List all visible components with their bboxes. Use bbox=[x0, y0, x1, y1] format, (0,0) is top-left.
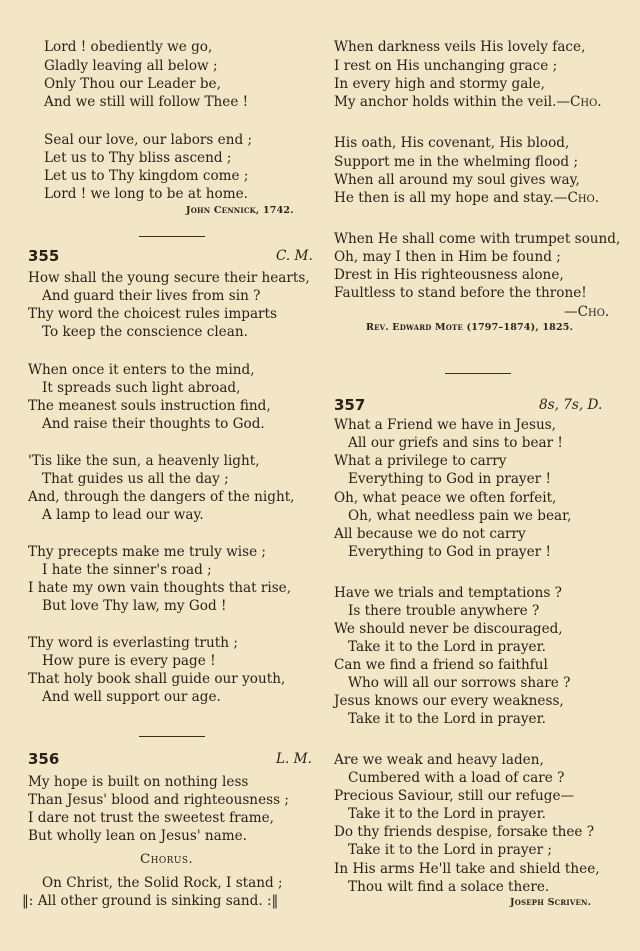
hymn355-line: And guard their lives from sin ? bbox=[42, 288, 261, 304]
hymn356-line: Drest in His righteousness alone, bbox=[334, 267, 564, 283]
hymn355-line: I hate the sinner's road ; bbox=[42, 562, 212, 578]
hymn357-attribution: Joseph Scriven. bbox=[510, 897, 592, 908]
hymn357-line: Precious Saviour, still our refuge— bbox=[334, 788, 575, 804]
hymn355-line: And well support our age. bbox=[42, 689, 221, 705]
hymn355-line: The meanest souls instruction find, bbox=[28, 398, 271, 414]
hymn356-line: My anchor holds within the veil.—Cho. bbox=[334, 94, 602, 110]
hymn354-line: Gladly leaving all below ; bbox=[44, 58, 218, 74]
hymn356-line: When darkness veils His lovely face, bbox=[334, 39, 586, 55]
hymn356-line: Than Jesus' blood and righteousness ; bbox=[28, 792, 289, 808]
hymn357-line: Have we trials and temptations ? bbox=[334, 585, 562, 601]
hymn356-line: His oath, His covenant, His blood, bbox=[334, 135, 570, 151]
section-divider bbox=[139, 236, 205, 237]
hymn354-line: Let us to Thy bliss ascend ; bbox=[44, 150, 232, 166]
hymn354-line: Lord ! obediently we go, bbox=[44, 39, 213, 55]
hymn354-line: Seal our love, our labors end ; bbox=[44, 132, 253, 148]
chorus-line: ‖: All other ground is sinking sand. :‖ bbox=[22, 893, 279, 909]
hymn355-line: Thy word is everlasting truth ; bbox=[28, 635, 238, 651]
hymn357-line: Oh, what peace we often forfeit, bbox=[334, 490, 557, 506]
hymn355-line: How shall the young secure their hearts, bbox=[28, 270, 310, 286]
hymn357-line: Thou wilt find a solace there. bbox=[348, 879, 550, 895]
hymn355-line: How pure is every page ! bbox=[42, 653, 216, 669]
hymn355-line: That holy book shall guide our youth, bbox=[28, 671, 286, 687]
hymn355-line: I hate my own vain thoughts that rise, bbox=[28, 580, 292, 596]
hymn356-attribution: Rev. Edward Mote (1797–1874), 1825. bbox=[366, 322, 574, 333]
hymn355-line: But love Thy law, my God ! bbox=[42, 598, 227, 614]
hymn-number-357: 357 bbox=[334, 396, 366, 414]
hymn355-line: It spreads such light abroad, bbox=[42, 380, 241, 396]
hymn354-attribution: John Cennick, 1742. bbox=[186, 205, 294, 216]
hymn-number-355: 355 bbox=[28, 247, 60, 265]
hymn356-line: He then is all my hope and stay.—Cho. bbox=[334, 190, 600, 206]
hymn355-line: That guides us all the day ; bbox=[42, 471, 229, 487]
hymn357-line: Are we weak and heavy laden, bbox=[334, 752, 544, 768]
hymn356-line: But wholly lean on Jesus' name. bbox=[28, 828, 248, 844]
hymn-number-356: 356 bbox=[28, 750, 60, 768]
hymn357-line: Jesus knows our every weakness, bbox=[334, 693, 564, 709]
chorus-label: Chorus. bbox=[140, 852, 194, 867]
hymn356-line: I dare not trust the sweetest frame, bbox=[28, 810, 275, 826]
hymn356-line: Support me in the whelming flood ; bbox=[334, 154, 579, 170]
hymn357-line: We should never be discouraged, bbox=[334, 621, 563, 637]
hymn357-line: Take it to the Lord in prayer ; bbox=[348, 842, 552, 858]
hymn356-line: Faultless to stand before the throne! bbox=[334, 285, 587, 301]
hymn355-line: Thy word the choicest rules imparts bbox=[28, 306, 277, 322]
hymn356-line: In every high and stormy gale, bbox=[334, 76, 546, 92]
chorus-ref: —Cho. bbox=[564, 304, 610, 320]
hymn357-line: What a Friend we have in Jesus, bbox=[334, 417, 556, 433]
chorus-ref: Cho. bbox=[567, 190, 600, 206]
chorus-line: On Christ, the Solid Rock, I stand ; bbox=[42, 875, 283, 891]
hymn357-line: Everything to God in prayer ! bbox=[348, 471, 551, 487]
hymn-meter-355: C. M. bbox=[276, 248, 313, 264]
hymn-meter-357: 8s, 7s, D. bbox=[539, 397, 603, 413]
section-divider bbox=[139, 736, 205, 737]
hymn355-line: Thy precepts make me truly wise ; bbox=[28, 544, 267, 560]
hymn357-line: What a privilege to carry bbox=[334, 453, 507, 469]
hymn357-line: Is there trouble anywhere ? bbox=[348, 603, 540, 619]
hymn355-line: And raise their thoughts to God. bbox=[42, 416, 265, 432]
hymn357-line: In His arms He'll take and shield thee, bbox=[334, 861, 600, 877]
hymn357-line: Who will all our sorrows share ? bbox=[348, 675, 571, 691]
hymn356-line: When all around my soul gives way, bbox=[334, 172, 580, 188]
hymn357-line: Do thy friends despise, forsake thee ? bbox=[334, 824, 595, 840]
hymn354-line: And we still will follow Thee ! bbox=[44, 94, 249, 110]
hymn356-line: When He shall come with trumpet sound, bbox=[334, 231, 621, 247]
hymn356-line: Oh, may I then in Him be found ; bbox=[334, 249, 561, 265]
hymn356-line: My hope is built on nothing less bbox=[28, 774, 249, 790]
hymn355-line: When once it enters to the mind, bbox=[28, 362, 255, 378]
hymn357-line: All because we do not carry bbox=[334, 526, 526, 542]
hymn355-line: And, through the dangers of the night, bbox=[28, 489, 295, 505]
hymn354-line: Only Thou our Leader be, bbox=[44, 76, 221, 92]
hymn357-line: Take it to the Lord in prayer. bbox=[348, 806, 546, 822]
hymn357-line: Take it to the Lord in prayer. bbox=[348, 711, 546, 727]
hymn357-line: Oh, what needless pain we bear, bbox=[348, 508, 572, 524]
hymn357-line: Can we find a friend so faithful bbox=[334, 657, 548, 673]
hymn355-line: A lamp to lead our way. bbox=[42, 507, 204, 523]
hymn354-line: Lord ! we long to be at home. bbox=[44, 186, 248, 202]
hymn357-line: Cumbered with a load of care ? bbox=[348, 770, 565, 786]
hymn355-line: 'Tis like the sun, a heavenly light, bbox=[28, 453, 260, 469]
hymn355-line: To keep the conscience clean. bbox=[42, 324, 248, 340]
chorus-ref: Cho. bbox=[569, 94, 602, 110]
hymn357-line: Take it to the Lord in prayer. bbox=[348, 639, 546, 655]
hymn356-line: I rest on His unchanging grace ; bbox=[334, 58, 558, 74]
hymn-meter-356: L. M. bbox=[276, 751, 312, 767]
hymn354-line: Let us to Thy kingdom come ; bbox=[44, 168, 249, 184]
hymn357-line: All our griefs and sins to bear ! bbox=[348, 435, 563, 451]
hymn357-line: Everything to God in prayer ! bbox=[348, 544, 551, 560]
section-divider bbox=[445, 373, 511, 374]
